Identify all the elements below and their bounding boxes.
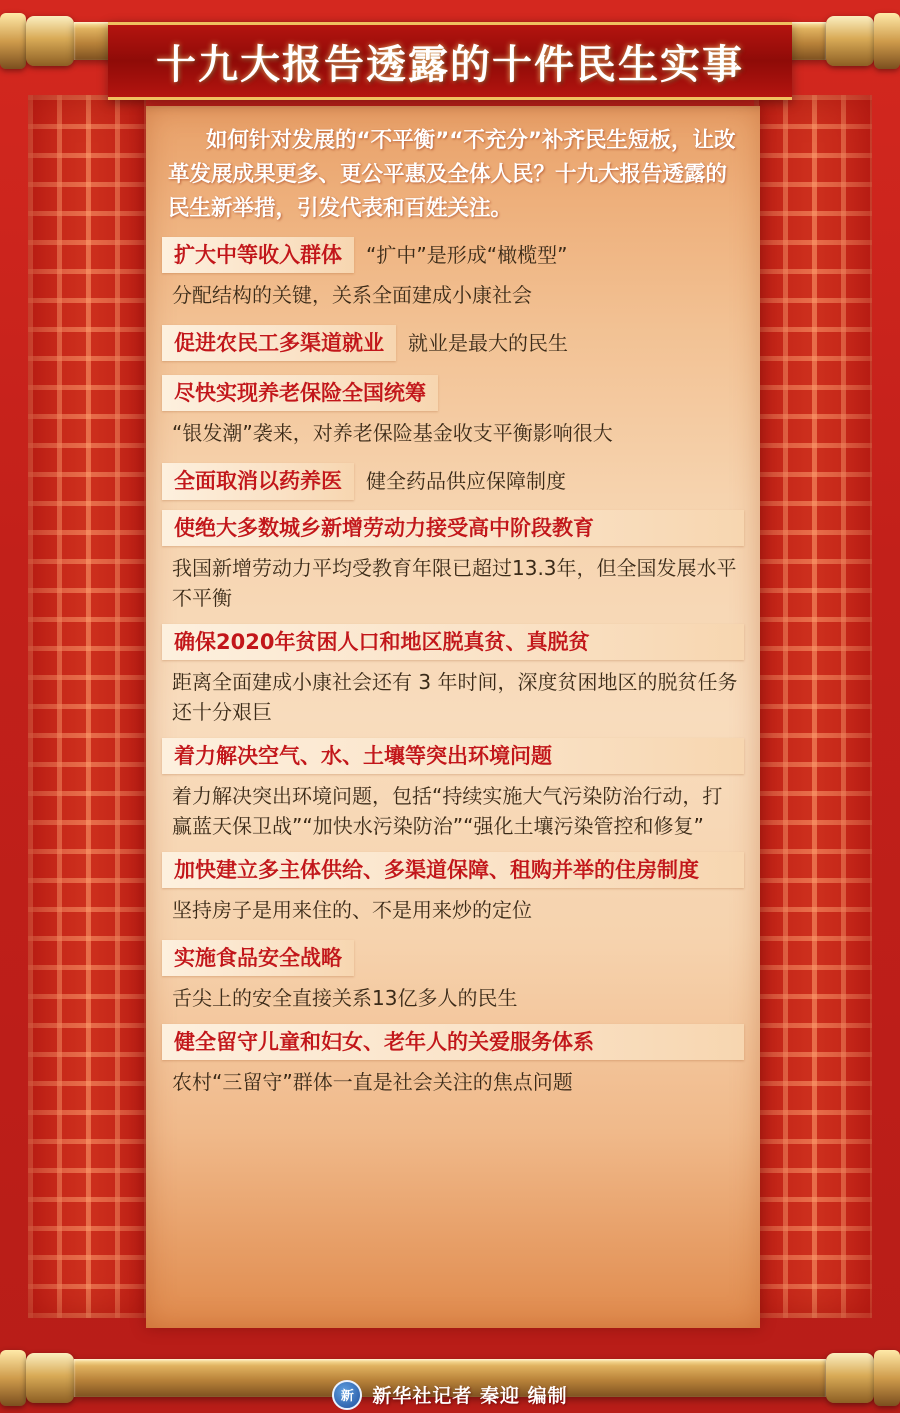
measure-headline: 加快建立多主体供给、多渠道保障、租购并举的住房制度 bbox=[162, 852, 744, 888]
list-item bbox=[162, 738, 744, 847]
measure-row bbox=[162, 320, 744, 366]
measure-headline: 使绝大多数城乡新增劳动力接受高中阶段教育 bbox=[162, 510, 744, 546]
list-item bbox=[162, 232, 744, 316]
measure-headline: 促进农民工多渠道就业 bbox=[162, 325, 396, 361]
measure-note: 舌尖上的安全直接关系13亿多人的民生 bbox=[172, 986, 518, 1011]
scroll-cap-right-top bbox=[874, 13, 900, 69]
intro-paragraph: 如何针对发展的“不平衡”“不充分”补齐民生短板，让改革发展成果更多、更公平惠及全体人民？十九大报告透露的民生新举措，引发代表和百姓关注。 bbox=[168, 128, 736, 221]
measure-row bbox=[162, 370, 744, 416]
measure-headline: 尽快实现养老保险全国统筹 bbox=[162, 375, 438, 411]
measure-inline-note: “扩中”是形成“橄榄型” bbox=[366, 243, 568, 268]
measure-inline-note: 就业是最大的民生 bbox=[408, 331, 568, 356]
measure-note: 坚持房子是用来住的、不是用来炒的定位 bbox=[172, 898, 532, 923]
measure-note: 分配结构的关键，关系全面建成小康社会 bbox=[172, 283, 532, 308]
measure-note: “银发潮”袭来，对养老保险基金收支平衡影响很大 bbox=[172, 421, 613, 446]
measures-list bbox=[162, 232, 744, 1103]
measure-headline: 实施食品安全战略 bbox=[162, 940, 354, 976]
list-item bbox=[162, 458, 744, 504]
list-item bbox=[162, 935, 744, 1019]
measure-inline-note: 健全药品供应保障制度 bbox=[366, 469, 566, 494]
list-item bbox=[162, 852, 744, 931]
decorative-border-right bbox=[754, 95, 872, 1318]
measure-headline: 全面取消以药养医 bbox=[162, 463, 354, 499]
credit-text: 新华社记者 秦迎 编制 bbox=[372, 1385, 568, 1407]
content-panel bbox=[146, 106, 760, 1328]
measure-note: 着力解决突出环境问题，包括“持续实施大气污染防治行动，打赢蓝天保卫战”“加快水污染防治”“强化土壤污染管控和修复” bbox=[172, 783, 723, 838]
scroll-knob-left-top bbox=[26, 16, 74, 66]
measure-headline: 着力解决空气、水、土壤等突出环境问题 bbox=[162, 738, 744, 774]
scroll-knob-right-top bbox=[826, 16, 874, 66]
measure-note: 距离全面建成小康社会还有 3 年时间，深度贫困地区的脱贫任务还十分艰巨 bbox=[172, 669, 738, 724]
measure-headline: 确保2020年贫困人口和地区脱真贫、真脱贫 bbox=[162, 624, 744, 660]
list-item bbox=[162, 510, 744, 619]
footer-credit-bar bbox=[0, 1376, 900, 1413]
list-item bbox=[162, 370, 744, 454]
list-item bbox=[162, 320, 744, 366]
scroll-cap-left-top bbox=[0, 13, 26, 69]
measure-note: 农村“三留守”群体一直是社会关注的焦点问题 bbox=[172, 1070, 573, 1095]
measure-headline: 健全留守儿童和妇女、老年人的关爱服务体系 bbox=[162, 1024, 744, 1060]
measure-row bbox=[162, 458, 744, 504]
list-item bbox=[162, 624, 744, 733]
decorative-border-left bbox=[28, 95, 146, 1318]
list-item bbox=[162, 1024, 744, 1103]
measure-headline: 扩大中等收入群体 bbox=[162, 237, 354, 273]
xinhua-logo-icon: 新 bbox=[332, 1380, 362, 1410]
title-banner bbox=[108, 22, 792, 100]
measure-row bbox=[162, 232, 744, 278]
measure-note: 我国新增劳动力平均受教育年限已超过13.3年，但全国发展水平不平衡 bbox=[172, 555, 737, 610]
poster-title: 十九大报告透露的十件民生实事 bbox=[156, 41, 744, 88]
